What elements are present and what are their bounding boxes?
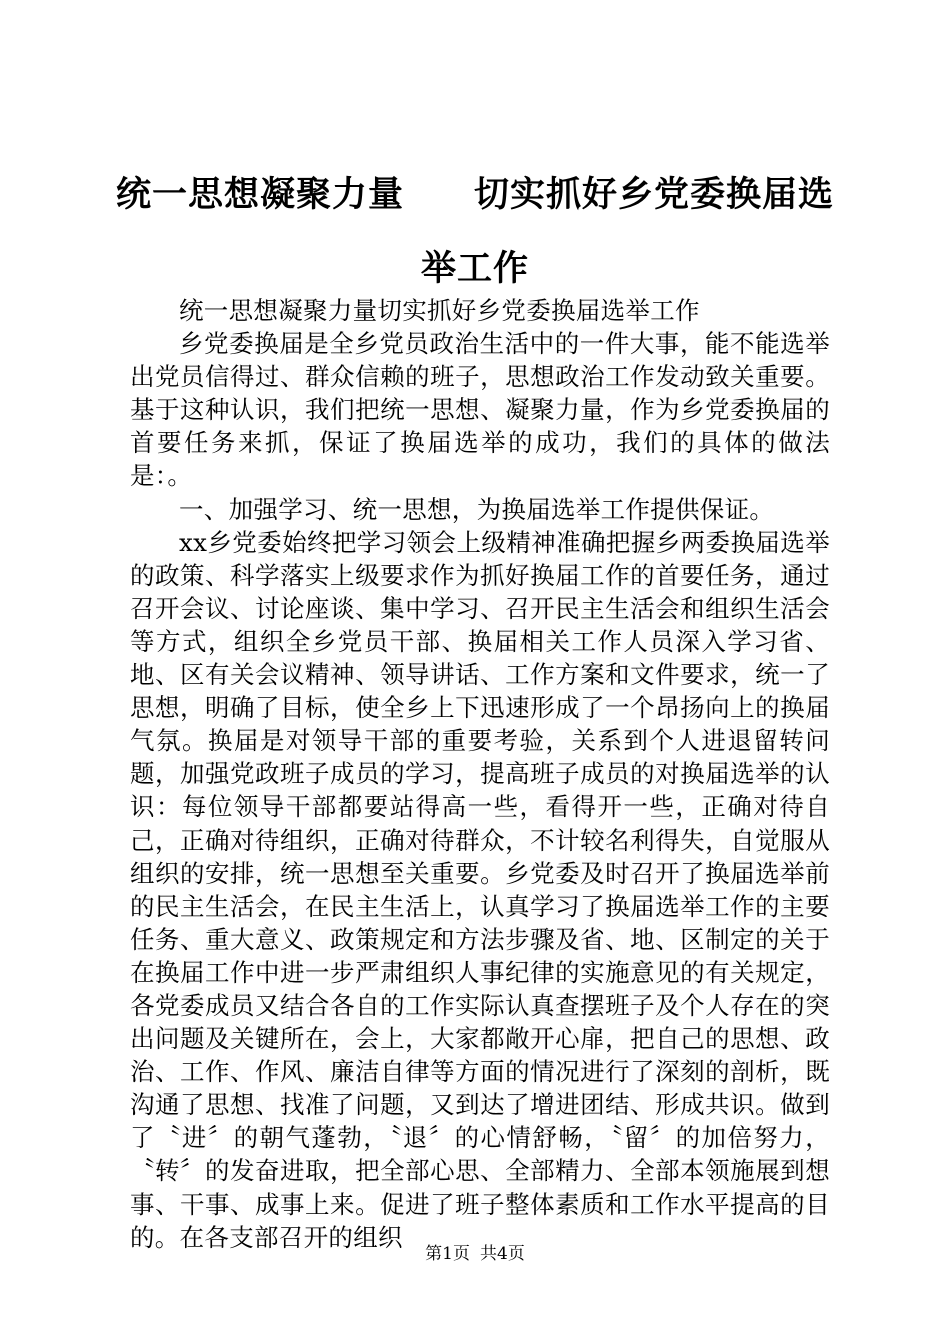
title-line-1-part-2: 切实抓好乡党委换届选 bbox=[474, 174, 835, 215]
page-footer bbox=[0, 1243, 950, 1265]
page-number: 第1页 bbox=[425, 1244, 470, 1264]
paragraph-section-heading: 一、加强学习、统一思想，为换届选举工作提供保证。 bbox=[179, 494, 775, 524]
title-line-2: 举工作 bbox=[420, 248, 529, 289]
document-title bbox=[100, 158, 850, 306]
title-line-1 bbox=[100, 158, 850, 232]
paragraph-subtitle: 统一思想凝聚力量切实抓好乡党委换届选举工作 bbox=[179, 296, 700, 325]
paragraph-intro: 乡党委换届是全乡党员政治生活中的一件大事，能不能选举出党员信得过、群众信赖的班子，思想政治工作发动致关重要。基于这种认识，我们把统一思想、凝聚力量，作为乡党委换届的首要任务来抓，保证了换届选举的成功，我们的具体的做法是：。 bbox=[130, 329, 830, 491]
total-pages: 共4页 bbox=[480, 1244, 525, 1264]
title-line-1-part-1: 统一思想凝聚力量 bbox=[115, 174, 404, 215]
paragraph-main: xx乡党委始终把学习领会上级精神准确把握乡两委换届选举的政策、科学落实上级要求作为抓好换届工作的首要任务，通过召开会议、讨论座谈、集中学习、召开民主生活会和组织生活会等方式，组织全乡党员干部、换届相关工作人员深入学习省、地、区有关会议精神、领导讲话、工作方案和文件要求，统一了思想，明确了目标，使全乡上下迅速形成了一个昂扬向上的换届气氛。换届是对领导干部的重要考验，关系到个人进退留转问题，加强党政班子成员的学习，提高班子成员的对换届选举的认识：每位领导干部都要站得高一些，看得开一些，正确对待自己，正确对待组织，正确对待群众，不计较名利得失，自觉服从组织的安排，统一思想至关重要。乡党委及时召开了换届选举前的民主生活会，在民主生活上，认真学习了换届选举工作的主要任务、重大意义、政策规定和方法步骤及省、地、区制定的关于在换届工作中进一步严肃组织人事纪律的实施意见的有关规定，各党委成员又结合各自的工作实际认真查摆班子及个人存在的突出问题及关键所在，会上，大家都敞开心扉，把自己的思想、政治、工作、作风、廉洁自律等方面的情况进行了深刻的剖析，既沟通了思想、找准了问题，又到达了增进团结、形成共识。做到了〝进〞的朝气蓬勃，〝退〞的心情舒畅，〝留〞的加倍努力，〝转〞的发奋进取，把全部心思、全部精力、全部本领施展到想事、干事、成事上来。促进了班子整体素质和工作水平提高的目的。在各支部召开的组织 bbox=[130, 527, 830, 1252]
document-body bbox=[130, 294, 830, 1254]
